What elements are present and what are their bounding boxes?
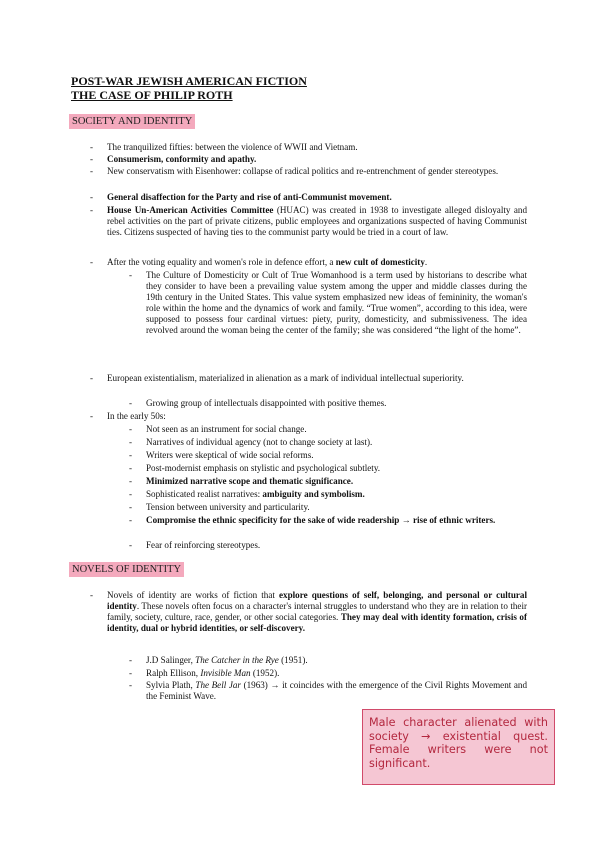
text: (1952). xyxy=(250,668,280,678)
list-item: European existentialism, materialized in alienation as a mark of individual intellectual superiority. xyxy=(107,373,464,383)
bullet-dash: - xyxy=(129,424,133,434)
bold-text: new cult of domesticity xyxy=(335,257,425,267)
bullet-dash: - xyxy=(90,373,94,383)
bullet-dash: - xyxy=(90,205,94,215)
text: Sophisticated realist narratives: xyxy=(146,489,263,499)
bullet-dash: - xyxy=(90,411,94,421)
text: Ralph Ellison, xyxy=(146,668,201,678)
sticky-note: Male character alienated with society → existential quest. Female writers were not significant. xyxy=(362,709,555,785)
title-line-1: POST-WAR JEWISH AMERICAN FICTION xyxy=(71,74,307,88)
title-line-2: THE CASE OF PHILIP ROTH xyxy=(71,88,233,102)
bold-text: Consumerism, conformity and apathy. xyxy=(107,154,257,164)
bullet-dash: - xyxy=(90,154,94,164)
list-item xyxy=(107,205,527,238)
book-title: Invisible Man xyxy=(200,668,251,678)
list-item xyxy=(107,154,527,165)
list-item xyxy=(107,192,527,203)
bullet-dash: - xyxy=(90,257,94,267)
text: . xyxy=(424,257,428,267)
book-title: The Catcher in the Rye xyxy=(195,655,279,665)
sub-list-item: Growing group of intellectuals disappointed with positive themes. xyxy=(146,398,387,408)
bullet-dash: - xyxy=(129,463,133,473)
bold-text: explore questions of self, belonging, and personal or cultural identity xyxy=(107,590,527,611)
bullet-dash: - xyxy=(129,680,133,690)
sub-list-item: Fear of reinforcing stereotypes. xyxy=(146,540,261,550)
sub-list-item: Post-modernist emphasis on stylistic and psychological subtlety. xyxy=(146,463,381,473)
text: After the voting equality and women's role in defence effort, a xyxy=(107,257,336,267)
bullet-dash: - xyxy=(129,270,133,280)
bullet-dash: - xyxy=(129,437,133,447)
sub-list-item xyxy=(146,668,527,679)
sub-list-item: The Culture of Domesticity or Cult of True Womanhood is a term used by historians to describe what they consider to have been a prevailing value system among the upper and middle classes during the 19th century in the United States. This value system emphasized new ideas of femininity, the woman's role within the home and the dynamics of work and family. “True women”, according to this idea, were supposed to possess four cardinal virtues: piety, purity, domesticity, and submissiveness. The idea revolved around the woman being the center of the family; she was considered “the light of the home”. xyxy=(146,270,527,335)
text: . These novels often focus on a character's internal struggles to understand who they are in relation to their family, society, culture, race, gender, or other social categories. xyxy=(107,600,527,622)
sub-list-item xyxy=(146,680,527,702)
bold-text: General disaffection for the Party and rise of anti-Communist movement. xyxy=(107,192,392,202)
book-title: The Bell Jar xyxy=(195,680,241,690)
bullet-dash: - xyxy=(90,192,94,202)
sub-list-item: Narratives of individual agency (not to change society at last). xyxy=(146,437,373,447)
text: Sylvia Plath, xyxy=(146,680,196,690)
bold-text: Compromise the ethnic specificity for the sake of wide readership → rise of ethnic writers. xyxy=(146,515,496,525)
sub-list-item xyxy=(146,655,527,666)
list-item: In the early 50s: xyxy=(107,411,166,421)
bullet-dash: - xyxy=(90,166,94,176)
sub-list-item xyxy=(146,489,527,500)
bullet-dash: - xyxy=(90,590,94,600)
list-item xyxy=(107,257,527,268)
bullet-dash: - xyxy=(129,476,133,486)
sub-list-item xyxy=(146,476,527,487)
bullet-dash: - xyxy=(129,450,133,460)
bullet-dash: - xyxy=(129,398,133,408)
bullet-dash: - xyxy=(129,515,133,525)
bullet-dash: - xyxy=(129,502,133,512)
section-heading-society: SOCIETY AND IDENTITY xyxy=(69,114,195,129)
bold-text: They may deal with identity formation, crisis of identity, dual or hybrid identities, or self-discovery. xyxy=(107,611,527,633)
list-item: The tranquilized fifties: between the violence of WWII and Vietnam. xyxy=(107,142,358,152)
text: (1951). xyxy=(278,655,308,665)
list-item: New conservatism with Eisenhower: collapse of radical politics and re-entrenchment of gender stereotypes. xyxy=(107,166,499,176)
bullet-dash: - xyxy=(90,142,94,152)
sub-list-item xyxy=(146,515,527,526)
bold-text: Minimized narrative scope and thematic significance. xyxy=(146,476,354,486)
section-heading-novels: NOVELS OF IDENTITY xyxy=(69,562,184,577)
bold-text: ambiguity and symbolism. xyxy=(262,489,365,499)
text: (1963) → it coincides with the emergence of the Civil Rights Movement and the Feminist Wave. xyxy=(146,680,527,701)
sub-list-item: Tension between university and particularity. xyxy=(146,502,310,512)
bold-text: House Un-American Activities Committee xyxy=(107,205,274,215)
bullet-dash: - xyxy=(129,540,133,550)
bullet-dash: - xyxy=(129,668,133,678)
sub-list-item: Not seen as an instrument for social change. xyxy=(146,424,307,434)
bullet-dash: - xyxy=(129,655,133,665)
sub-list-item: Writers were skeptical of wide social reforms. xyxy=(146,450,314,460)
text: J.D Salinger, xyxy=(146,655,196,665)
text: Novels of identity are works of fiction that xyxy=(107,590,279,600)
bullet-dash: - xyxy=(129,489,133,499)
text: (HUAC) was created in 1938 to investigate alleged disloyalty and rebel activities on the part of private citizens, public employees and organizations suspected of having Communist ties. Citizens suspected of having ties to the communist party would be tried in a court of law. xyxy=(107,205,527,237)
list-item xyxy=(107,590,527,634)
document-title xyxy=(71,74,307,102)
